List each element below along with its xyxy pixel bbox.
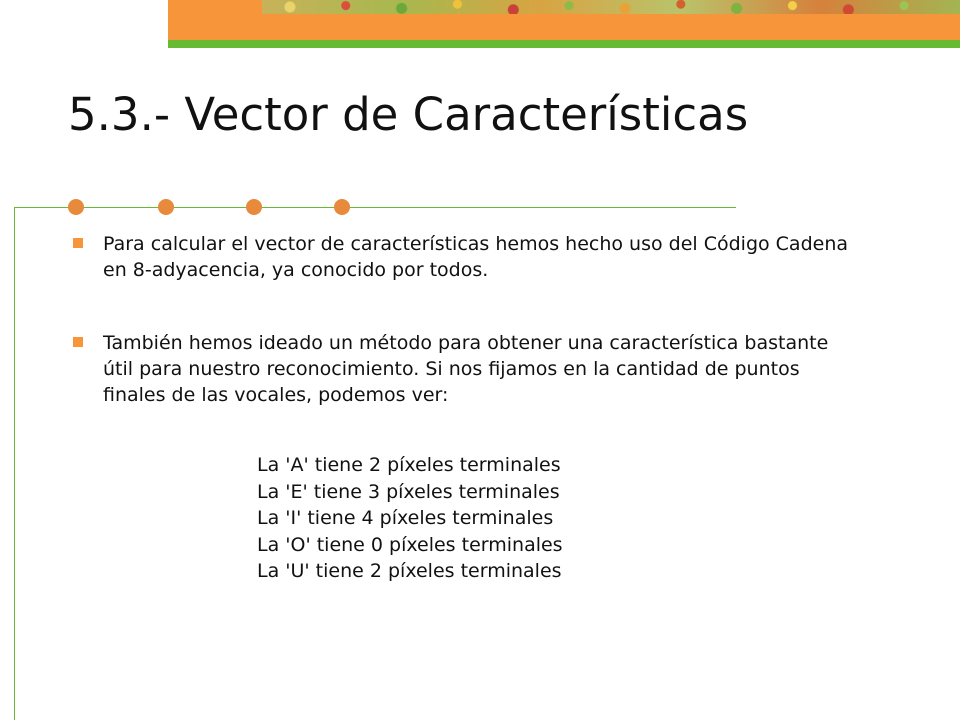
slide-title: 5.3.- Vector de Características	[68, 88, 749, 141]
list-item-vowel-i: La 'I' tiene 4 píxeles terminales	[257, 507, 554, 529]
vowel-terminal-list	[257, 452, 563, 585]
list-item-vowel-a: La 'A' tiene 2 píxeles terminales	[257, 454, 561, 476]
bullet-square-icon	[73, 238, 83, 248]
list-item-vowel-u: La 'U' tiene 2 píxeles terminales	[257, 560, 562, 582]
paragraph-chain-code: Para calcular el vector de características hemos hecho uso del Código Cadena en 8-adyacencia, ya conocido por todos.	[103, 233, 849, 281]
bullet-square-icon	[73, 337, 83, 347]
list-item-vowel-e: La 'E' tiene 3 píxeles terminales	[257, 480, 560, 503]
paragraph-terminal-pixels: También hemos ideado un método para obtener una característica bastante útil para nuestro reconocimiento. Si nos fijamos en la cantidad de puntos finales de las vocales, podemos ver:	[103, 332, 829, 406]
list-item-vowel-o: La 'O' tiene 0 píxeles terminales	[257, 533, 563, 556]
